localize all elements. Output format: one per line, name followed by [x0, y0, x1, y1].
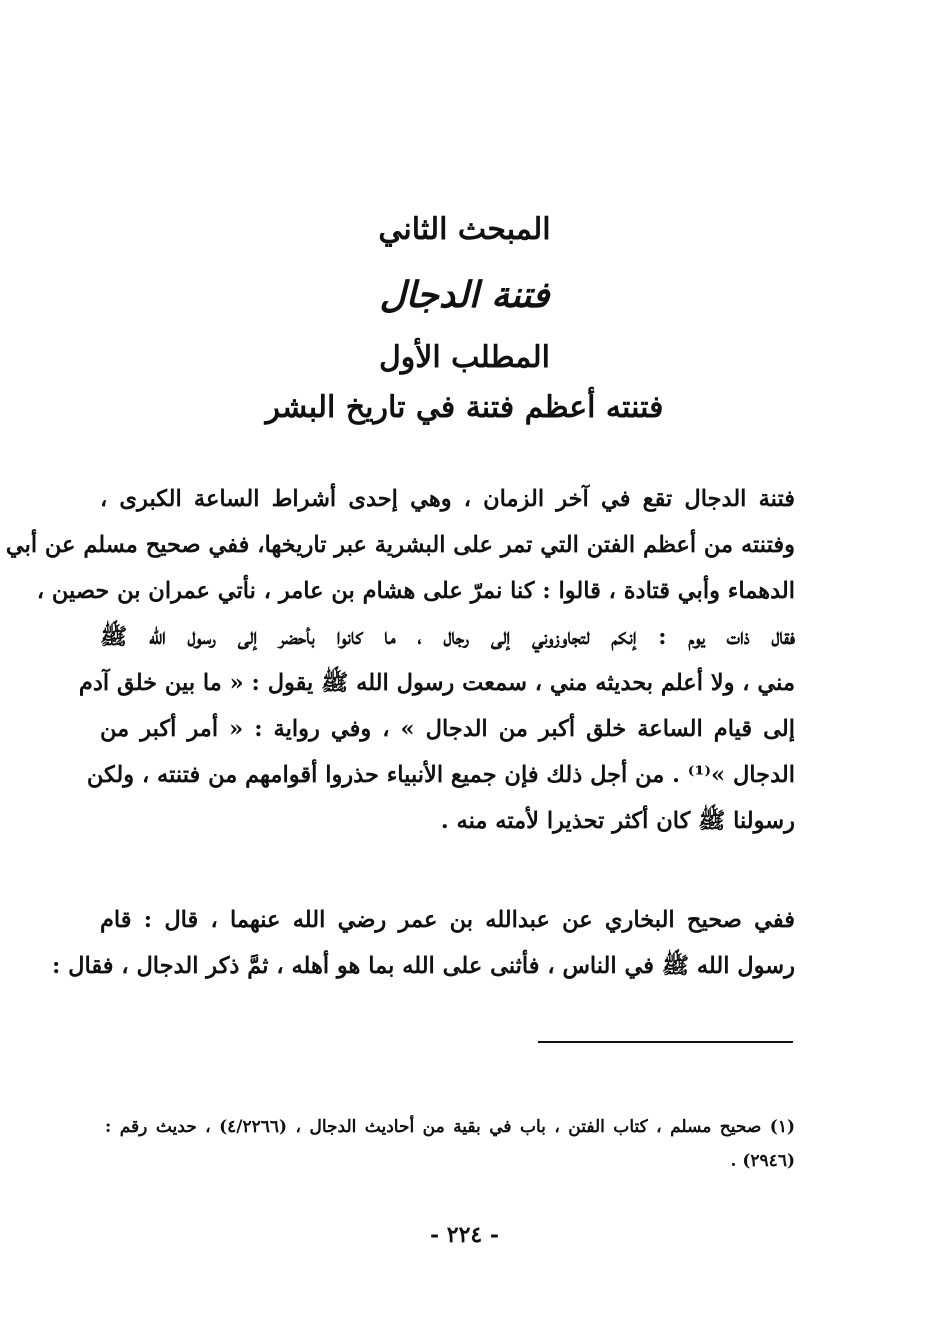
text-line: وفتنته من أعظم الفتن التي تمر على البشرية عبر تاريخها، ففي صحيح مسلم عن أبي [5, 532, 795, 558]
text-line: رسول الله ﷺ في الناس ، فأثنى على الله بما هو أهله ، ثمَّ ذكر الدجال ، فقال : [52, 953, 795, 979]
chapter-title: فتنة الدجال [379, 274, 550, 316]
text-line: الدجال »⁽¹⁾ . من أجل ذلك فإن جميع الأنبياء حذروا أقوامهم من فتنته ، ولكن [86, 762, 795, 788]
subsection-heading: المطلب الأول [379, 340, 550, 375]
page-number: - ٢٢٤ - [429, 1222, 500, 1248]
text-line: ففي صحيح البخاري عن عبدالله بن عمر رضي الله عنهما ، قال : قام [100, 907, 795, 933]
text-line: فقال ذات يوم : إنكم لتجاوزوني إلى رجال ، ما كانوا بأحضر إلى رسول الله ﷺ [100, 624, 795, 650]
text-line: الدهماء وأبي قتادة ، قالوا : كنا نمرّ على هشام بن عامر ، نأتي عمران بن حصين ، [36, 578, 795, 604]
footnote-line: (١) صحيح مسلم ، كتاب الفتن ، باب في بقية من أحاديث الدجال ، (٤/٢٢٦٦) ، حديث رقم : [105, 1117, 795, 1137]
text-line: مني ، ولا أعلم بحديثه مني ، سمعت رسول الله ﷺ يقول : « ما بين خلق آدم [78, 670, 795, 696]
body-paragraph-1 [5, 476, 795, 844]
subsection-title: فتنته أعظم فتنة في تاريخ البشر [265, 390, 664, 425]
text-line: رسولنا ﷺ كان أكثر تحذيرا لأمته منه . [440, 808, 795, 834]
text-line: فتنة الدجال تقع في آخر الزمان ، وهي إحدى أشراط الساعة الكبرى ، [100, 486, 795, 512]
text-line: إلى قيام الساعة خلق أكبر من الدجال » ، وفي رواية : « أمر أكبر من [100, 716, 795, 742]
body-paragraph-2 [52, 897, 795, 989]
footnote [105, 1110, 795, 1178]
footnote-divider [538, 1041, 793, 1043]
footnote-line: (٢٩٤٦) . [730, 1151, 795, 1171]
section-heading: المبحث الثاني [378, 212, 551, 247]
